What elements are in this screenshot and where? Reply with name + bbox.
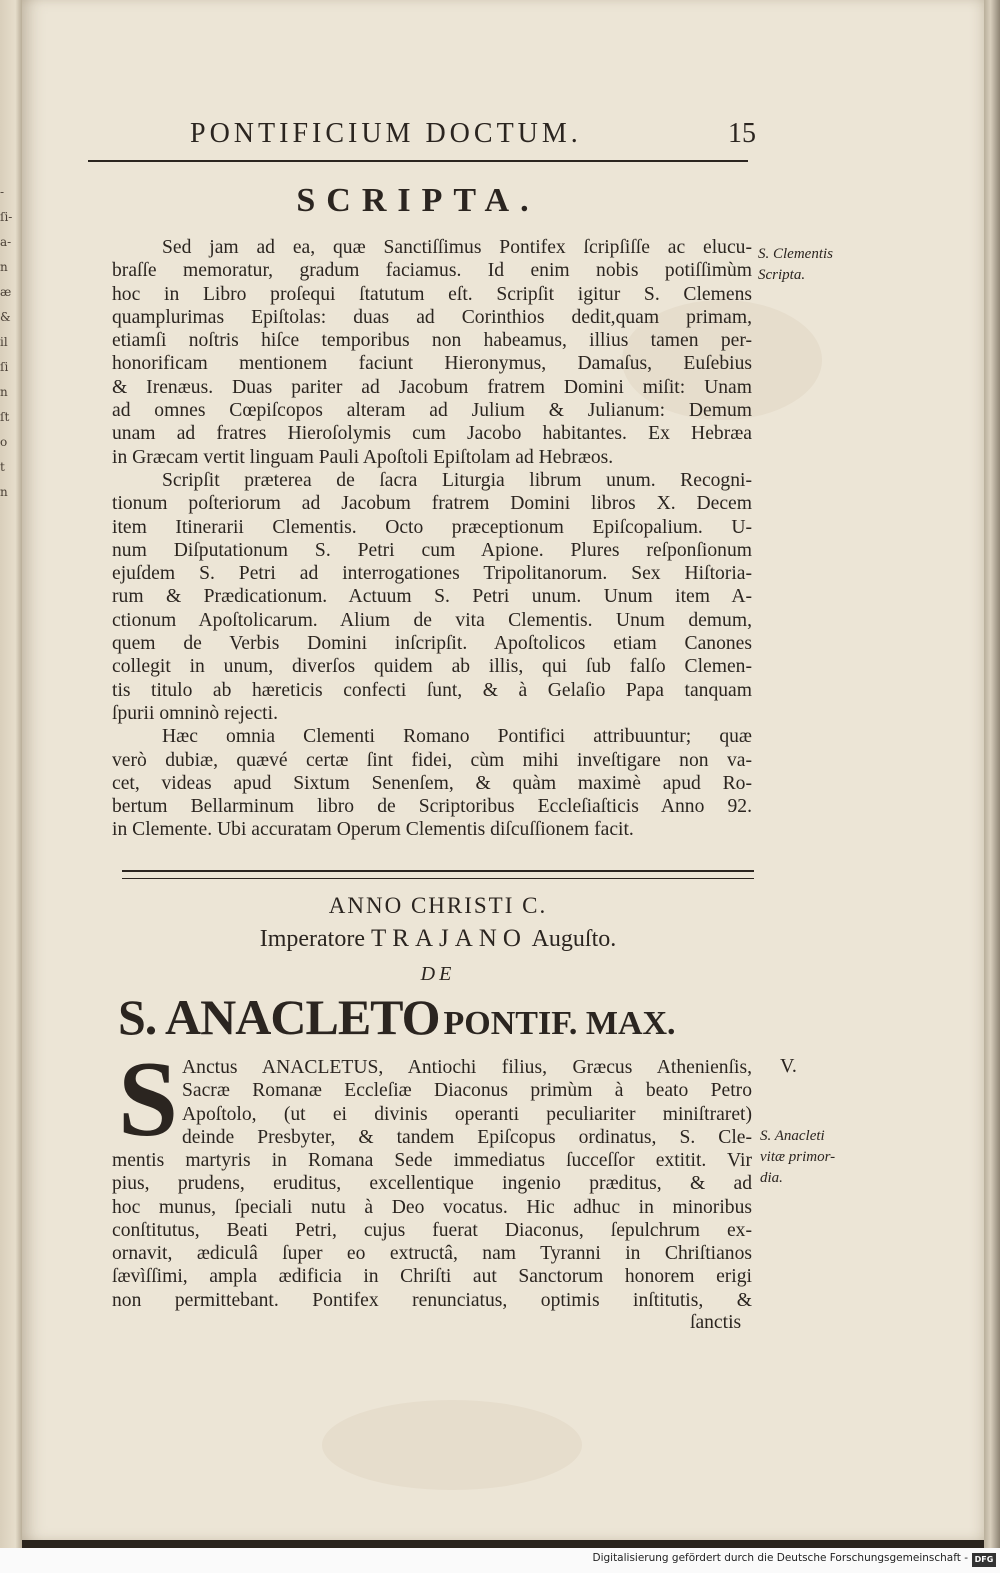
emperor-suffix: Auguſto. <box>531 926 617 952</box>
text-line: tionum poſteriorum ad Jacobum fratrem Domini libros X. Decem <box>112 493 752 515</box>
text-line: Sed jam ad ea, quæ Sanctiſſimus Pontifex ſcripſiſſe ac elucu- <box>162 237 752 258</box>
previous-page-fragment: ſt <box>0 410 10 424</box>
previous-page-fragment: n <box>0 385 8 399</box>
previous-page-fragment: t <box>0 460 5 474</box>
text-line: in Græcam vertit linguam Pauli Apoſtoli Epiſtolam ad Hebræos. <box>112 446 614 468</box>
text-line: honorificam mentionem faciunt Hieronymus, Damaſus, Euſebius <box>112 353 752 375</box>
scripta-text <box>112 236 752 842</box>
margin-note-line: S. Clementis <box>758 246 833 262</box>
text-line: hoc munus, ſpeciali nutu à Deo vocatus. Hic adhuc in minoribus <box>112 1196 752 1218</box>
margin-note-line: Scripta. <box>758 267 806 283</box>
previous-page-fragments <box>0 180 16 505</box>
previous-page-fragment: & <box>0 310 11 324</box>
paper-stain <box>322 1400 582 1490</box>
previous-page-fragment: o <box>0 435 8 449</box>
text-line: Apoſtolo, (ut ei divinis operanti peculiariter miniſtraret) <box>182 1103 752 1125</box>
text-line: Hæc omnia Clementi Romano Pontifici attribuuntur; quæ <box>162 726 752 748</box>
section-number: V. <box>780 1055 797 1077</box>
text-line: ornavit, ædiculâ ſuper eo extructâ, nam Tyranni in Chriſtianos <box>112 1243 752 1265</box>
text-line: conſtitutus, Beati Petri, cujus fuerat Diaconus, ſepulchrum ex- <box>112 1219 752 1241</box>
text-line: ejuſdem S. Petri ad interrogationes Tripolitanorum. Sex Hiſtoria- <box>112 563 752 585</box>
text-line: Sacræ Romanæ Eccleſiæ Diaconus primùm à beato Petro <box>182 1080 752 1102</box>
text-line: in Clemente. Ubi accuratam Operum Clementis diſcuſſionem facit. <box>112 819 634 841</box>
text-line: ad omnes Cœpiſcopos alteram ad Julium & Julianum: Demum <box>112 400 752 422</box>
text-line: ſævìſſimi, ampla ædificia in Chriſti aut Sanctorum honorem erigi <box>112 1266 752 1288</box>
text-line: ſpurii omninò rejecti. <box>112 702 278 724</box>
footer-credit: Digitalisierung gefördert durch die Deutsche Forschungsgemeinschaft - <box>592 1552 968 1564</box>
anacletus-text <box>112 1149 752 1312</box>
previous-page-fragment: ſi <box>0 360 9 374</box>
margin-note-line: S. Anacleti <box>760 1128 825 1144</box>
previous-page-fragment: a- <box>0 235 12 249</box>
dfg-logo: DFG <box>972 1553 996 1567</box>
header-rule <box>88 160 748 162</box>
text-line: Scripſit præterea de ſacra Liturgia librum unum. Recogni- <box>162 469 752 491</box>
text-line: deinde Presbyter, & tandem Epiſcopus ordinatus, S. Cle- <box>182 1126 752 1148</box>
text-line: quamplurimas Epiſtolas: duas ad Corinthios dedit,quam primam, <box>112 306 752 328</box>
anno-heading: ANNO CHRISTI C. <box>328 893 548 918</box>
previous-page-fragment: n <box>0 260 8 274</box>
text-line: braſſe memoratur, gradum faciamus. Id enim nobis potiſſimùm <box>112 260 752 282</box>
text-line: rum & Prædicationum. Actuum S. Petri unum. Unum item A- <box>112 586 752 608</box>
text-line: verò dubiæ, quævé certæ ſint fidei, cùm mihi inveſtigare non va- <box>112 749 752 771</box>
section-heading: SCRIPTA. <box>296 182 540 219</box>
de-line: DE <box>420 963 456 985</box>
pope-title <box>118 988 758 1046</box>
section-divider <box>122 870 754 879</box>
running-title: PONTIFICIUM DOCTUM. <box>190 118 582 149</box>
drop-cap: S <box>118 1040 179 1159</box>
previous-page-fragment: ſi- <box>0 210 13 224</box>
text-line: num Diſputationum S. Petri cum Apione. Plures reſponſionum <box>112 539 752 561</box>
text-line: hoc in Libro proſequi ſtatutum eſt. Scripſit igitur S. Clemens <box>112 283 752 305</box>
text-line: bertum Bellarminum libro de Scriptoribus Eccleſiaſticis Anno 92. <box>112 796 752 818</box>
text-line: tis titulo ab hæreticis confecti ſunt, & à Gelaſio Papa tanquam <box>112 679 752 701</box>
margin-note-clementis <box>758 244 858 286</box>
text-line: collegit in unum, diverſos quidem ab illis, qui ſub falſo Clemen- <box>112 656 752 678</box>
previous-page-fragment: - <box>0 185 5 199</box>
emperor-name: TRAJANO <box>371 925 527 952</box>
text-line: & Irenæus. Duas pariter ad Jacobum fratrem Domini miſit: Unam <box>112 376 752 398</box>
pope-title-rest: PONTIF. MAX. <box>443 1005 676 1042</box>
margin-note-line: dia. <box>760 1170 783 1186</box>
emperor-prefix: Imperatore <box>259 926 365 952</box>
catch-word: ſanctis <box>690 1312 742 1333</box>
text-line: item Itinerarii Clementis. Octo præceptionum Epiſcopalium. U- <box>112 516 752 538</box>
margin-note-anacleti <box>760 1126 860 1189</box>
text-line: cet, videas apud Sixtum Senenſem, & quàm maximè apud Ro- <box>112 772 752 794</box>
previous-page-fragment: æ <box>0 285 12 299</box>
text-line: ctionum Apoſtolicarum. Alium de vita Clementis. Unum demum, <box>112 609 752 631</box>
previous-page-edge <box>0 0 22 1548</box>
text-line: Anctus ANACLETUS, Antiochi filius, Græcus Athenienſis, <box>182 1057 752 1078</box>
text-line: etiamſi noſtris hiſce temporibus non habeamus, illius tamen per- <box>112 330 752 352</box>
margin-note-line: vitæ primor- <box>760 1149 836 1165</box>
pope-name: S. ANACLETO <box>118 989 440 1045</box>
previous-page-fragment: n <box>0 485 8 499</box>
previous-page-fragment: il <box>0 335 8 349</box>
text-line: unam ad fratres Hieroſolymis cum Jacobo habitantes. Ex Hebræa <box>112 423 752 445</box>
footer <box>0 1548 1000 1573</box>
page-number: 15 <box>728 118 756 149</box>
text-line: non permittebant. Pontifex renunciatus, optimis inſtitutis, & <box>112 1289 752 1311</box>
anacletus-indented-text <box>182 1056 752 1149</box>
text-line: quem de Verbis Domini inſcripſit. Apoſtolicos etiam Canones <box>112 633 752 655</box>
text-line: pius, prudens, eruditus, excellentique ingenio præditus, & ad <box>112 1173 752 1195</box>
text-line: mentis martyris in Romana Sede immediatus ſucceſſor extitit. Vir <box>112 1150 752 1171</box>
emperor-line <box>88 925 788 953</box>
page-right-edge <box>984 0 1000 1548</box>
running-header <box>88 118 756 158</box>
